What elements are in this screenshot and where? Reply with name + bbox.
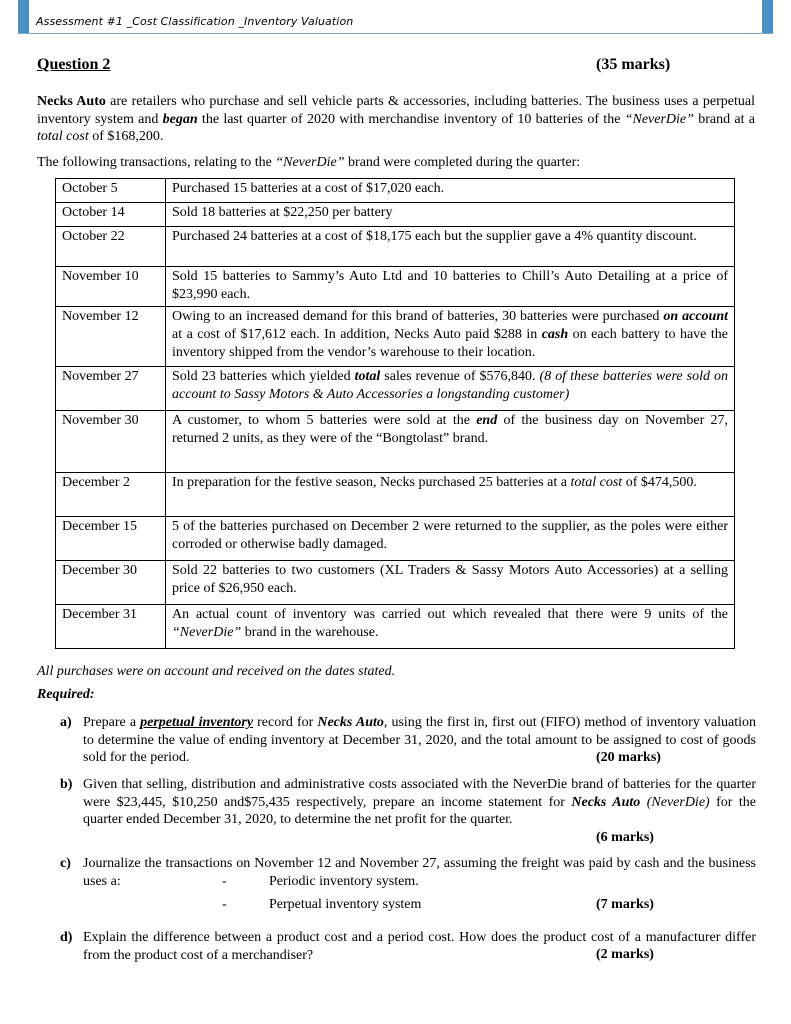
part-marks: (20 marks) — [596, 750, 661, 765]
transaction-date: October 14 — [56, 203, 166, 227]
part-d — [60, 929, 756, 969]
perpetual-system: Perpetual inventory system — [269, 897, 422, 912]
transaction-date: December 30 — [56, 561, 166, 605]
transaction-description: 5 of the batteries purchased on December 2 were returned to the supplier, as the poles were either corroded or otherwise badly damaged. — [166, 517, 735, 561]
part-b — [60, 776, 756, 846]
part-label: a) — [60, 715, 72, 730]
transaction-description: In preparation for the festive season, Necks purchased 25 batteries at a total cost of $474,500. — [166, 473, 735, 517]
header-accent-left — [18, 0, 29, 33]
table-row — [56, 517, 735, 561]
table-row — [56, 367, 735, 411]
question-marks: (35 marks) — [596, 56, 671, 73]
transaction-description: Sold 15 batteries to Sammy’s Auto Ltd and 10 batteries to Chill’s Auto Detailing at a price of $23,990 each. — [166, 267, 735, 307]
transactions-table — [55, 178, 735, 649]
emphasis-began: began — [162, 111, 198, 127]
transactions-lead: The following transactions, relating to the “NeverDie” brand were completed during the quarter: — [37, 155, 581, 170]
transaction-date: November 10 — [56, 267, 166, 307]
company-name: Necks Auto — [37, 94, 106, 109]
transaction-description: Sold 23 batteries which yielded total sales revenue of $576,840. (8 of these batteries were sold on account to Sassy Motors & Auto Accessories a longstanding customer) — [166, 367, 735, 411]
part-c — [60, 855, 756, 915]
table-row — [56, 605, 735, 649]
question-title: Question 2 — [37, 56, 111, 73]
transaction-description: A customer, to whom 5 batteries were sold at the end of the business day on November 27, returned 2 units, as they were of the “Bongtolast” brand. — [166, 411, 735, 473]
brand-name: “NeverDie” — [624, 111, 694, 127]
transaction-date: November 12 — [56, 307, 166, 367]
transaction-description: Purchased 15 batteries at a cost of $17,020 each. — [166, 179, 735, 203]
periodic-system: Periodic inventory system. — [269, 874, 419, 889]
table-row — [56, 561, 735, 605]
part-label: c) — [60, 856, 71, 871]
table-row — [56, 473, 735, 517]
transaction-description: An actual count of inventory was carried out which revealed that there were 9 units of the “NeverDie” brand in the warehouse. — [166, 605, 735, 649]
transaction-date: December 31 — [56, 605, 166, 649]
part-a — [60, 714, 756, 770]
part-text: Given that selling, distribution and administrative costs associated with the NeverDie brand of batteries for the quarter were $23,445, $10,250 and$75,435 respectively, prepare an income statement for Necks Auto (NeverDie) for the quarter ended December 31, 2020, to determine the net profit for the quarter. — [83, 777, 757, 827]
table-row — [56, 267, 735, 307]
document-header: Assessment #1 _Cost Classification _Inventory Valuation — [36, 15, 354, 28]
table-row — [56, 411, 735, 473]
transaction-date: October 5 — [56, 179, 166, 203]
table-row — [56, 307, 735, 367]
part-text: Explain the difference between a product cost and a period cost. How does the product cost of a manufacturer differ from the product cost of a merchandiser? — [83, 930, 756, 963]
transaction-date: November 30 — [56, 411, 166, 473]
part-marks: (2 marks) — [596, 947, 654, 962]
transaction-date: October 22 — [56, 227, 166, 267]
transaction-description: Purchased 24 batteries at a cost of $18,175 each but the supplier gave a 4% quantity discount. — [166, 227, 735, 267]
part-text: Prepare a perpetual inventory record for Necks Auto, using the first in, first out (FIFO) method of inventory valuation to determine the value of ending inventory at December 31, 2020, and the total amount to be assigned to cost of goods sold for the period. — [83, 715, 757, 765]
part-marks: (7 marks) — [596, 897, 654, 912]
emphasis-total-cost: total cost — [37, 129, 89, 144]
header-divider — [18, 33, 773, 34]
transaction-description: Owing to an increased demand for this brand of batteries, 30 batteries were purchased on account at a cost of $17,612 each. In addition, Necks Auto paid $288 in cash on each battery to have the inventory shipped from the vendor’s warehouse to their location. — [166, 307, 735, 367]
header-accent-right — [762, 0, 773, 33]
transaction-date: December 15 — [56, 517, 166, 561]
transaction-date: November 27 — [56, 367, 166, 411]
part-marks: (6 marks) — [596, 830, 654, 845]
part-label: b) — [60, 777, 73, 792]
list-dash: - — [222, 874, 227, 889]
transaction-date: December 2 — [56, 473, 166, 517]
list-dash: - — [222, 897, 227, 912]
transaction-description: Sold 18 batteries at $22,250 per battery — [166, 203, 735, 227]
transaction-description: Sold 22 batteries to two customers (XL Traders & Sassy Motors Auto Accessories) at a selling price of $26,950 each. — [166, 561, 735, 605]
purchases-note: All purchases were on account and received on the dates stated. — [37, 664, 396, 679]
table-row — [56, 203, 735, 227]
table-row — [56, 179, 735, 203]
intro-paragraph: Necks Auto are retailers who purchase and sell vehicle parts & accessories, including batteries. The business uses a perpetual inventory system and began the last quarter of 2020 with merchandise inventory of 10 batteries of the “NeverDie” brand at a total cost of $168,200. — [37, 94, 755, 144]
part-text: Journalize the transactions on November 12 and November 27, assuming the freight was paid by cash and the business uses a: — [83, 856, 756, 889]
required-heading: Required: — [37, 687, 95, 702]
table-row — [56, 227, 735, 267]
part-label: d) — [60, 930, 73, 945]
